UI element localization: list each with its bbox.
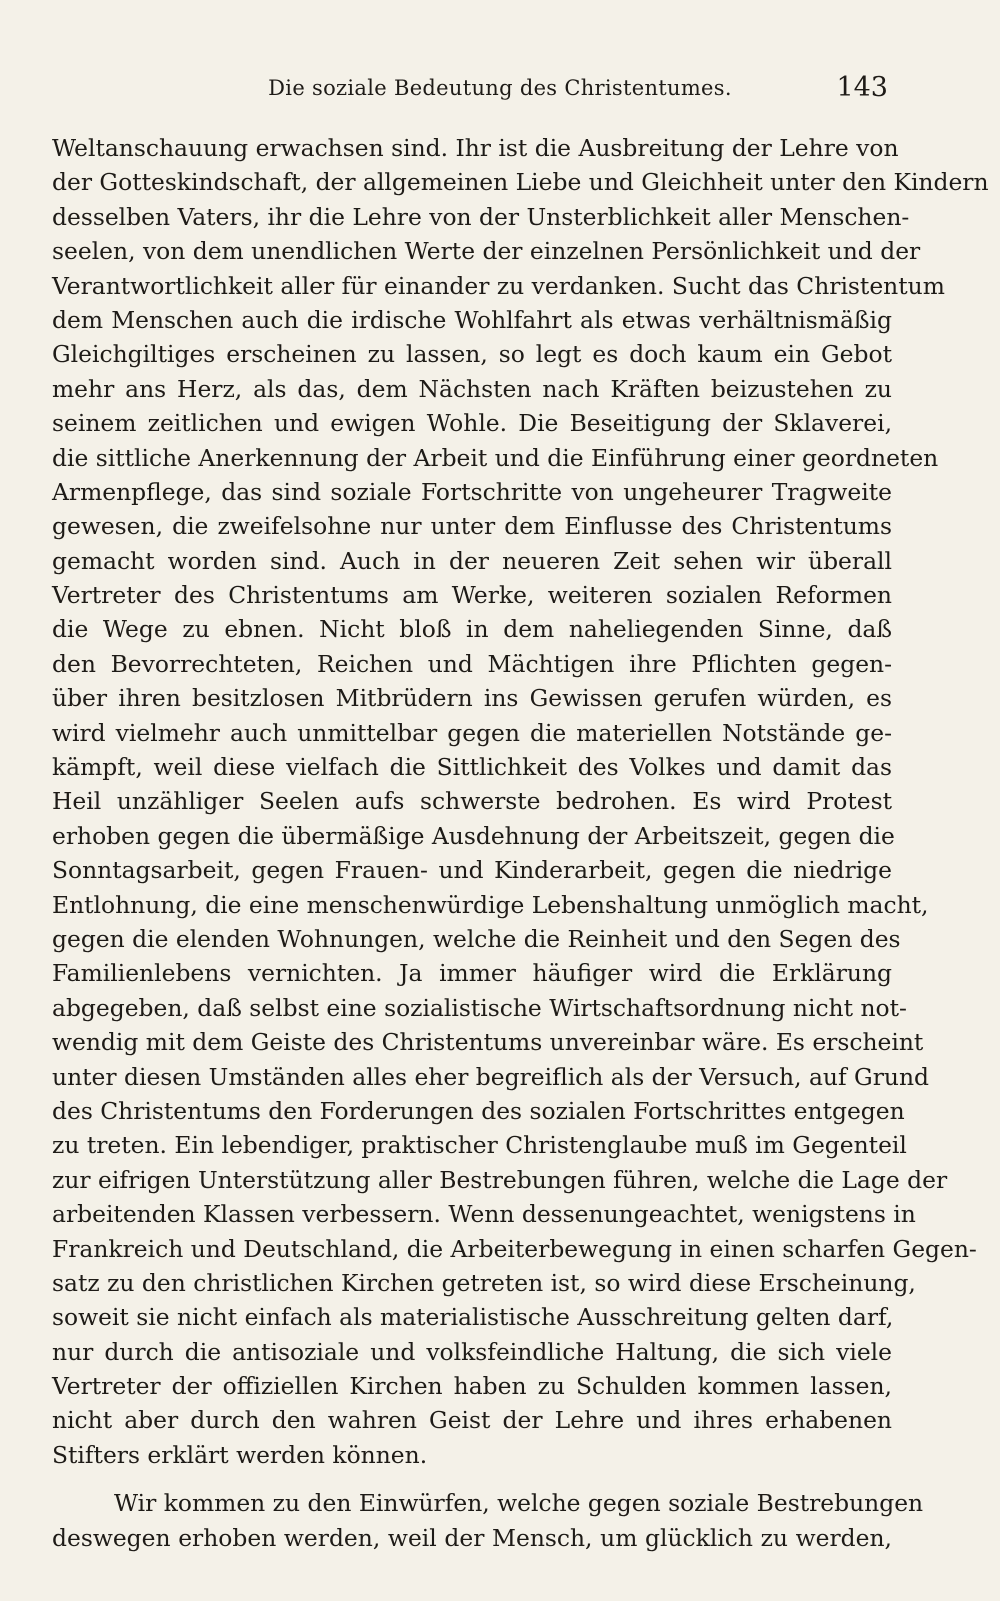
text-line: Frankreich und Deutschland, die Arbeiterbewegung in einen scharfen Gegen- <box>52 1234 977 1263</box>
text-line: zur eifrigen Unterstützung aller Bestrebungen führen, welche die Lage der <box>52 1165 948 1194</box>
text-line: Gleichgiltiges erscheinen zu lassen, so legt es doch kaum ein Gebot <box>52 340 892 369</box>
text-line: gewesen, die zweifelsohne nur unter dem Einflusse des Christentums <box>52 512 892 541</box>
body-text <box>52 131 989 1555</box>
text-line: desselben Vaters, ihr die Lehre von der Unsterblichkeit aller Menschen- <box>52 202 910 231</box>
text-line: Armenpflege, das sind soziale Fortschritte von ungeheurer Tragweite <box>52 477 892 506</box>
text-line: die Wege zu ebnen. Nicht bloß in dem naheliegenden Sinne, daß <box>52 615 892 644</box>
text-line: mehr ans Herz, als das, dem Nächsten nach Kräften beizustehen zu <box>52 374 892 403</box>
paragraph <box>52 131 989 1472</box>
text-line: wendig mit dem Geiste des Christentums unvereinbar wäre. Es erscheint <box>52 1028 924 1057</box>
text-line: unter diesen Umständen alles eher begreiflich als der Versuch, auf Grund <box>52 1062 930 1091</box>
text-line: Familienlebens vernichten. Ja immer häufiger wird die Erklärung <box>52 959 892 988</box>
paragraph <box>52 1486 924 1555</box>
text-line: seelen, von dem unendlichen Werte der einzelnen Persönlichkeit und der <box>52 237 921 266</box>
text-line: gegen die elenden Wohnungen, welche die Reinheit und den Segen des <box>52 924 901 953</box>
text-line: Weltanschauung erwachsen sind. Ihr ist die Ausbreitung der Lehre von <box>52 134 899 162</box>
running-head <box>0 72 1000 112</box>
text-line: zu treten. Ein lebendiger, praktischer Christenglaube muß im Gegenteil <box>52 1131 907 1160</box>
text-line: Entlohnung, die eine menschenwürdige Lebenshaltung unmöglich macht, <box>52 890 929 919</box>
text-line: nur durch die antisoziale und volksfeindliche Haltung, die sich viele <box>52 1337 892 1366</box>
text-line: der Gotteskindschaft, der allgemeinen Liebe und Gleichheit unter den Kindern <box>52 168 989 197</box>
text-line: über ihren besitzlosen Mitbrüdern ins Gewissen gerufen würden, es <box>52 684 892 713</box>
text-line: Heil unzähliger Seelen aufs schwerste bedrohen. Es wird Protest <box>52 787 892 816</box>
text-line: Wir kommen zu den Einwürfen, welche gegen soziale Bestrebungen <box>114 1489 924 1518</box>
text-line: Stifters erklärt werden können. <box>52 1440 428 1469</box>
text-line: des Christentums den Forderungen des sozialen Fortschrittes entgegen <box>52 1096 905 1125</box>
text-line: abgegeben, daß selbst eine sozialistische Wirtschaftsordnung nicht not- <box>52 993 907 1022</box>
text-line: Vertreter der offiziellen Kirchen haben zu Schulden kommen lassen, <box>52 1372 892 1401</box>
text-line: nicht aber durch den wahren Geist der Lehre und ihres erhabenen <box>52 1406 892 1435</box>
text-line: Vertreter des Christentums am Werke, weiteren sozialen Reformen <box>52 581 892 610</box>
text-line: satz zu den christlichen Kirchen getreten ist, so wird diese Erscheinung, <box>52 1268 916 1297</box>
text-line: Sonntagsarbeit, gegen Frauen- und Kinderarbeit, gegen die niedrige <box>52 856 892 885</box>
text-line: den Bevorrechteten, Reichen und Mächtigen ihre Pflichten gegen- <box>52 649 892 678</box>
text-line: Verantwortlichkeit aller für einander zu verdanken. Sucht das Christentum <box>52 271 945 300</box>
text-line: dem Menschen auch die irdische Wohlfahrt als etwas verhältnismäßig <box>52 305 892 334</box>
text-line: soweit sie nicht einfach als materialistische Ausschreitung gelten darf, <box>52 1303 894 1332</box>
page-number: 143 <box>836 72 888 103</box>
text-line: die sittliche Anerkennung der Arbeit und die Einführung einer geordneten <box>52 443 939 472</box>
text-line: kämpft, weil diese vielfach die Sittlichkeit des Volkes und damit das <box>52 753 892 782</box>
running-title: Die soziale Bedeutung des Christentumes. <box>268 76 732 100</box>
text-line: arbeitenden Klassen verbessern. Wenn dessenungeachtet, wenigstens in <box>52 1200 916 1229</box>
text-line: seinem zeitlichen und ewigen Wohle. Die Beseitigung der Sklaverei, <box>52 409 892 438</box>
text-line: wird vielmehr auch unmittelbar gegen die materiellen Notstände ge- <box>52 718 892 747</box>
text-line: gemacht worden sind. Auch in der neueren Zeit sehen wir überall <box>52 546 892 575</box>
text-line: erhoben gegen die übermäßige Ausdehnung der Arbeitszeit, gegen die <box>52 821 895 850</box>
text-line: deswegen erhoben werden, weil der Mensch, um glücklich zu werden, <box>52 1523 892 1552</box>
